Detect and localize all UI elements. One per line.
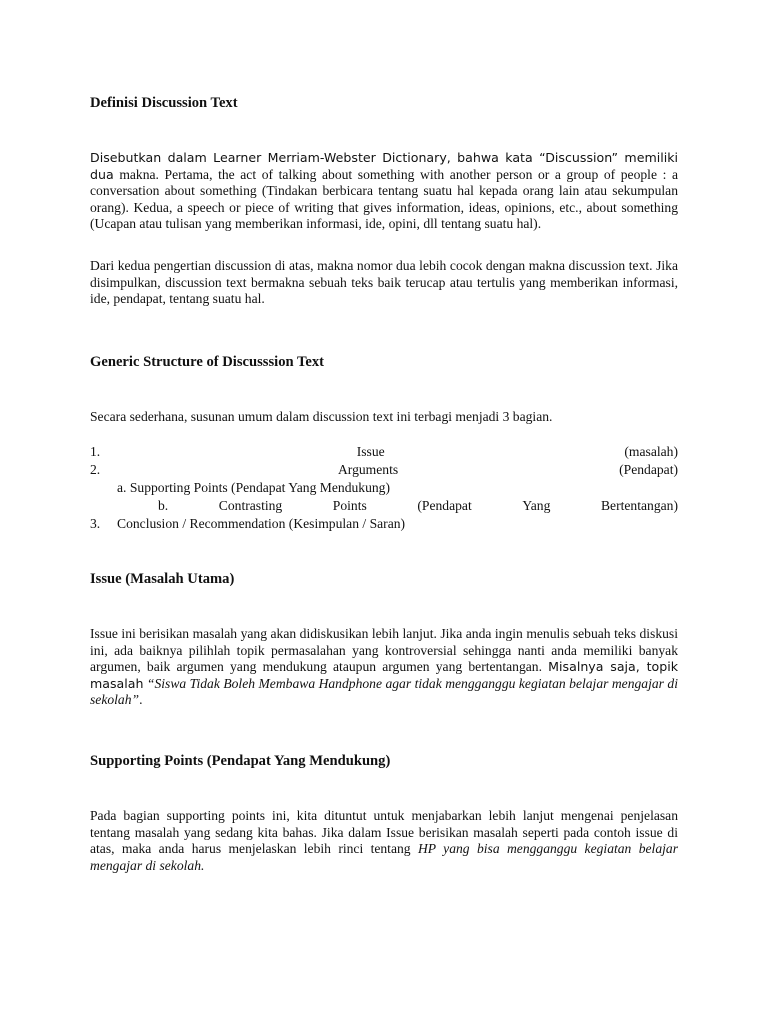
generic-intro: Secara sederhana, susunan umum dalam discussion text ini terbagi menjadi 3 bagian. — [90, 409, 553, 424]
list-word: (Pendapat — [417, 498, 472, 513]
list-item-title: Arguments — [337, 462, 399, 477]
paragraph-supporting-text: Pada bagian supporting points ini, kita dituntut untuk menjabarkan lebih lanjut mengenai penjelasan tentang masalah yang sedang kita bahas. Jika dalam Issue berisikan masalah seperti pada contoh issue di atas, maka anda harus menjelaskan lebih rinci tentang — [90, 808, 678, 857]
list-number: 2. — [90, 462, 101, 477]
paragraph-supporting-italic: HP yang bisa mengganggu kegiatan belajar mengajar di sekolah. — [90, 841, 678, 873]
paragraph-definisi-1 — [90, 150, 678, 233]
paragraph-issue — [90, 626, 678, 709]
heading-definisi: Definisi Discussion Text — [90, 95, 238, 111]
list-word: b. — [158, 498, 169, 513]
list-subitem-text: a. Supporting Points (Pendapat Yang Mendukung) — [117, 480, 391, 495]
list-item-note: (masalah) — [624, 444, 678, 459]
list-item-note: (Pendapat) — [619, 462, 678, 477]
list-word: Bertentangan) — [600, 498, 678, 513]
heading-generic-structure: Generic Structure of Discusssion Text — [90, 354, 325, 370]
list-item-issue — [90, 444, 678, 461]
paragraph-definisi-1-line1: Disebutkan dalam Learner Merriam-Webster Dictionary, bahwa kata “Discussion” memiliki dua — [90, 150, 678, 182]
example-lead: Misalnya saja, topik masalah — [90, 659, 678, 691]
paragraph-issue-text: Issue ini berisikan masalah yang akan didiskusikan lebih lanjut. Jika anda ingin menulis sebuah teks diskusi ini, ada baiknya pilihlah topik permasalahan yang kontroversial sehingga nanti anda memiliki banyak argumen, baik argumen yang mendukung ataupun argumen yang bertentangan. — [90, 626, 678, 675]
list-subitem-contrasting — [90, 498, 678, 515]
example-end: . — [139, 692, 143, 708]
list-word: Yang — [522, 498, 551, 513]
list-number: 1. — [90, 444, 101, 459]
list-item-text: Conclusion / Recommendation (Kesimpulan / Saran) — [117, 516, 406, 531]
heading-issue: Issue (Masalah Utama) — [90, 571, 235, 587]
list-word: Contrasting — [218, 498, 283, 513]
list-item-title: Issue — [356, 444, 385, 459]
heading-supporting-points: Supporting Points (Pendapat Yang Mendukung) — [90, 753, 391, 769]
paragraph-definisi-1-rest: makna. Pertama, the act of talking about something with another person or a group of people : a conversation about something (Tindakan berbicara tentang suatu hal kepada orang lain atau sekumpulan orang). Kedua, a speech or piece of writing that gives information, ideas, opinions, etc., about something (Ucapan atau tulisan yang memberikan informasi, ide, opini, dll tentang suatu hal). — [90, 166, 678, 232]
list-number: 3. — [90, 516, 101, 531]
list-item-conclusion — [90, 516, 678, 533]
example-quote: “Siswa Tidak Boleh Membawa Handphone agar tidak mengganggu kegiatan belajar mengajar di sekolah” — [90, 675, 678, 708]
list-item-arguments — [90, 462, 678, 479]
list-subitem-supporting — [90, 480, 678, 497]
paragraph-supporting — [90, 808, 678, 874]
list-word: Points — [332, 498, 367, 513]
paragraph-definisi-2: Dari kedua pengertian discussion di atas, makna nomor dua lebih cocok dengan makna discussion text. Jika disimpulkan, discussion text bermakna sebuah teks baik terucap atau tertulis yang memberikan informasi, ide, pendapat, tentang suatu hal. — [90, 258, 678, 307]
